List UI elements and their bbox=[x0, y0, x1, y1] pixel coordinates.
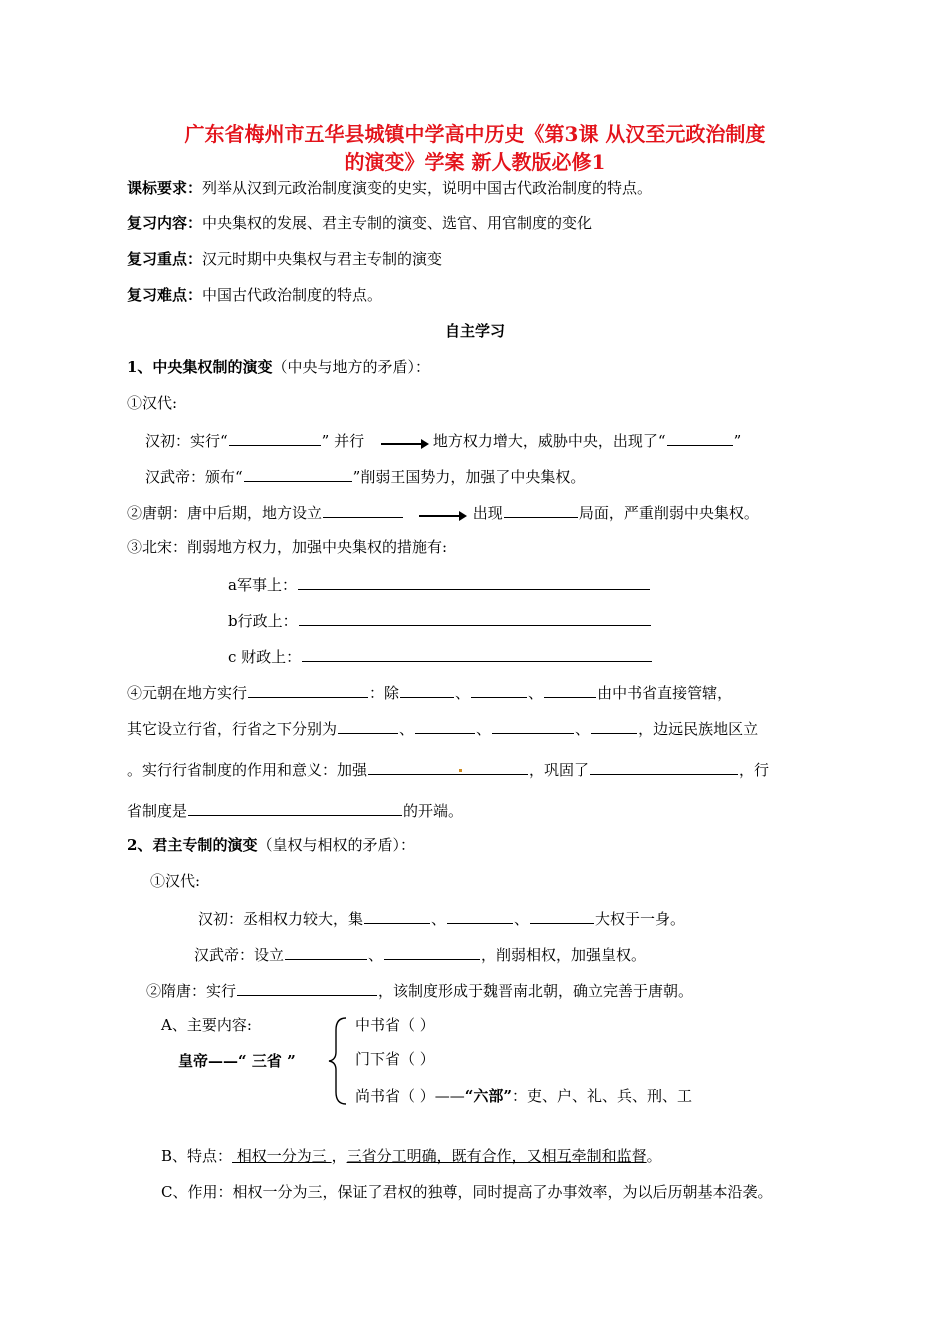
part1-han-early-line bbox=[145, 429, 741, 451]
emperor-three-departments: 皇帝——“ 三省 ” bbox=[178, 1052, 296, 1070]
fill-blank[interactable] bbox=[667, 429, 733, 446]
part2-heading-note: （皇权与相权的矛盾）： bbox=[257, 836, 415, 854]
review-difficulty-text: 中国古代政治制度的特点。 bbox=[202, 286, 383, 304]
mark-dot bbox=[459, 769, 462, 772]
fill-blank[interactable] bbox=[368, 758, 528, 775]
text: 汉武帝：颁布“ bbox=[145, 468, 243, 486]
fill-blank[interactable] bbox=[302, 645, 652, 662]
review-focus-line bbox=[127, 249, 442, 269]
fill-blank[interactable] bbox=[400, 681, 454, 698]
text: ”削弱王国势力，加强了中央集权。 bbox=[352, 468, 586, 486]
fill-blank[interactable] bbox=[471, 681, 527, 698]
brace-icon bbox=[326, 1016, 350, 1106]
text: 、 bbox=[455, 684, 471, 702]
fill-blank[interactable] bbox=[364, 907, 430, 924]
zhongshu-line: 中书省（ ） bbox=[355, 1016, 435, 1034]
part2-han-early-line bbox=[198, 907, 685, 929]
text: ” 并行 bbox=[321, 432, 365, 450]
part1-yuan-line-4 bbox=[127, 799, 463, 821]
feature-line bbox=[161, 1146, 662, 1166]
main-content-label: A、主要内容: bbox=[161, 1016, 252, 1034]
text: a军事上： bbox=[228, 576, 297, 594]
part1-heading-line bbox=[127, 357, 430, 377]
text: 由中书省直接管辖， bbox=[597, 684, 733, 702]
text: 出现 bbox=[472, 504, 503, 522]
feature-answer-2: 三省分工明确，既有合作，又相互牵制和监督 bbox=[346, 1147, 647, 1165]
fill-blank[interactable] bbox=[591, 717, 637, 734]
part1-yuan-line-3 bbox=[127, 758, 769, 780]
part1-yuan-line-2 bbox=[127, 717, 758, 739]
part1-heading: 1、中央集权制的演变 bbox=[127, 358, 273, 376]
text: 、 bbox=[399, 720, 415, 738]
text: 汉武帝：设立 bbox=[194, 946, 285, 964]
text: 汉初：实行“ bbox=[145, 432, 228, 450]
text: 、 bbox=[528, 684, 544, 702]
text: ，该制度形成于魏晋南北朝，确立完善于唐朝。 bbox=[378, 982, 694, 1000]
text: ④元朝在地方实行 bbox=[127, 684, 248, 702]
text: 地方权力增大，威胁中央，出现了“ bbox=[432, 432, 666, 450]
fill-blank[interactable] bbox=[447, 907, 513, 924]
part2-han-wu-line bbox=[194, 943, 646, 965]
requirement-label: 课标要求： bbox=[127, 179, 203, 197]
text: 其它设立行省，行省之下分别为 bbox=[127, 720, 338, 738]
text: 、 bbox=[575, 720, 591, 738]
review-content-text: 中央集权的发展、君主专制的演变、选官、用官制度的变化 bbox=[202, 214, 593, 232]
effect-line: C、作用：相权一分为三，保证了君权的独尊，同时提高了办事效率，为以后历朝基本沿袭。 bbox=[161, 1183, 773, 1201]
fill-blank[interactable] bbox=[285, 943, 367, 960]
part1-song-finance bbox=[228, 645, 653, 667]
part2-heading: 2、君主专制的演变 bbox=[127, 836, 258, 854]
document-title-line-2: 的演变》学案 新人教版必修1 bbox=[344, 150, 606, 174]
review-content-line bbox=[127, 213, 592, 233]
part1-han-label: ①汉代: bbox=[127, 394, 178, 412]
text: b行政上： bbox=[228, 612, 298, 630]
fill-blank[interactable] bbox=[384, 943, 480, 960]
fill-blank[interactable] bbox=[244, 465, 352, 482]
text: 省制度是 bbox=[127, 802, 188, 820]
text: 。 bbox=[646, 1147, 662, 1165]
part1-song-military bbox=[228, 573, 651, 595]
text: 的开端。 bbox=[403, 802, 464, 820]
fill-blank[interactable] bbox=[229, 429, 321, 446]
text: 局面，严重削弱中央集权。 bbox=[578, 504, 759, 522]
part1-han-wu-line bbox=[145, 465, 585, 487]
text: 尚书省（ ）—— bbox=[355, 1087, 465, 1105]
six-ministries: “六部” bbox=[464, 1087, 513, 1105]
text: ②唐朝：唐中后期，地方设立 bbox=[127, 504, 323, 522]
fill-blank[interactable] bbox=[298, 573, 650, 590]
review-focus-label: 复习重点： bbox=[127, 250, 203, 268]
fill-blank[interactable] bbox=[504, 501, 578, 518]
text: ，行 bbox=[739, 761, 770, 779]
part2-suitang-line bbox=[146, 979, 693, 1001]
text: ，削弱相权，加强皇权。 bbox=[481, 946, 647, 964]
text: c 财政上： bbox=[228, 648, 302, 666]
fill-blank[interactable] bbox=[590, 758, 738, 775]
fill-blank[interactable] bbox=[299, 609, 651, 626]
requirement-line bbox=[127, 178, 652, 198]
review-difficulty-label: 复习难点： bbox=[127, 286, 203, 304]
fill-blank[interactable] bbox=[415, 717, 475, 734]
menxia-line: 门下省（ ） bbox=[355, 1050, 435, 1068]
part1-tang-line bbox=[127, 501, 759, 523]
fill-blank[interactable] bbox=[248, 681, 368, 698]
fill-blank[interactable] bbox=[492, 717, 574, 734]
text: ②隋唐：实行 bbox=[146, 982, 237, 1000]
arrow-icon bbox=[381, 435, 429, 449]
text: ，边远民族地区立 bbox=[638, 720, 759, 738]
fill-blank[interactable] bbox=[237, 979, 377, 996]
part1-song-admin bbox=[228, 609, 652, 631]
fill-blank[interactable] bbox=[544, 681, 596, 698]
text: ” bbox=[733, 432, 742, 450]
shangshu-line bbox=[355, 1086, 692, 1106]
text: ：除 bbox=[369, 684, 400, 702]
feature-answer-1: 相权一分为三 bbox=[232, 1147, 332, 1165]
text: 。实行行省制度的作用和意义：加强 bbox=[127, 761, 368, 779]
part1-heading-note: （中央与地方的矛盾）： bbox=[272, 358, 430, 376]
text: 、 bbox=[431, 910, 447, 928]
part1-song-line: ③北宋：削弱地方权力，加强中央集权的措施有: bbox=[127, 538, 448, 556]
text: 汉初：丞相权力较大，集 bbox=[198, 910, 364, 928]
part2-heading-line bbox=[127, 835, 415, 855]
fill-blank[interactable] bbox=[530, 907, 594, 924]
arrow-icon bbox=[419, 507, 467, 521]
review-content-label: 复习内容： bbox=[127, 214, 203, 232]
part2-han-label: ①汉代: bbox=[150, 872, 201, 890]
review-focus-text: 汉元时期中央集权与君主专制的演变 bbox=[202, 250, 443, 268]
fill-blank[interactable] bbox=[323, 501, 403, 518]
text: 大权于一身。 bbox=[595, 910, 686, 928]
text: ， bbox=[331, 1147, 347, 1165]
section-heading: 自主学习 bbox=[444, 322, 505, 340]
document-title-line-1: 广东省梅州市五华县城镇中学高中历史《第3课 从汉至元政治制度 bbox=[184, 122, 766, 146]
fill-blank[interactable] bbox=[188, 799, 402, 816]
text: 、 bbox=[368, 946, 384, 964]
text: ：吏、户、礼、兵、刑、工 bbox=[512, 1087, 693, 1105]
requirement-text: 列举从汉到元政治制度演变的史实，说明中国古代政治制度的特点。 bbox=[202, 179, 653, 197]
part1-yuan-line-1 bbox=[127, 681, 732, 703]
text: 、 bbox=[476, 720, 492, 738]
text: 、 bbox=[514, 910, 530, 928]
review-difficulty-line bbox=[127, 285, 382, 305]
text: B、特点： bbox=[161, 1147, 233, 1165]
text: ，巩固了 bbox=[529, 761, 590, 779]
fill-blank[interactable] bbox=[338, 717, 398, 734]
